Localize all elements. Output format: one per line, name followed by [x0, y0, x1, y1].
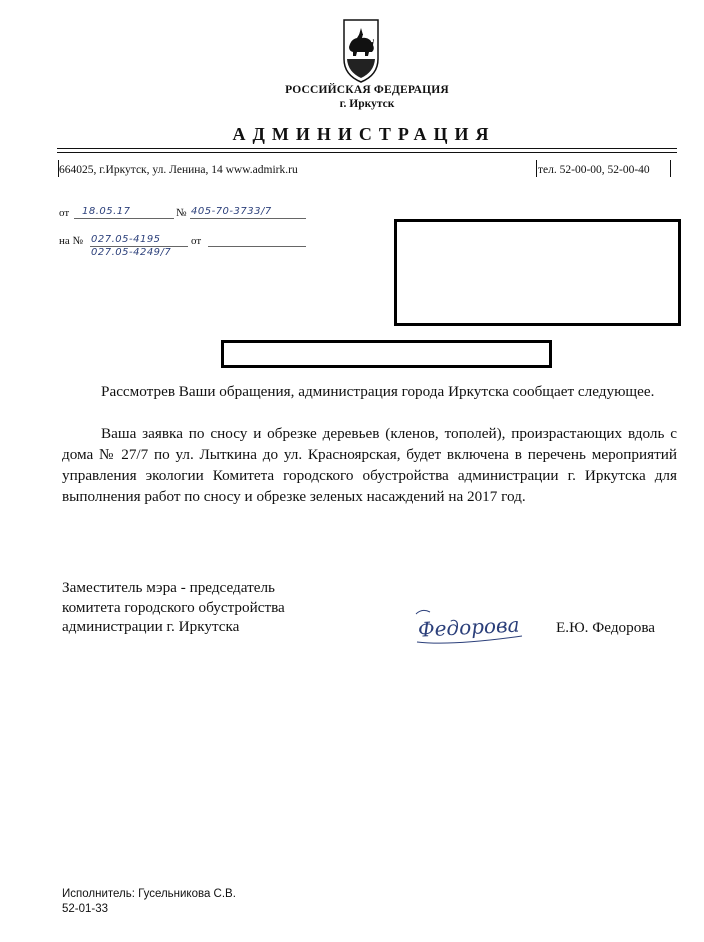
- signature-text: Федорова: [417, 612, 521, 642]
- reply-number-value-1: 027.05-4195: [91, 234, 161, 245]
- signer-title-line-2: комитета городского обустройства: [62, 598, 285, 616]
- handwritten-signature: [412, 606, 530, 650]
- signer-title-line-1: Заместитель мэра - председатель: [62, 579, 275, 596]
- address-line: 664025, г.Иркутск, ул. Ленина, 14 www.admirk.ru: [59, 164, 298, 176]
- phone-line: тел. 52-00-00, 52-00-40: [538, 164, 650, 176]
- executor-phone: 52-01-33: [62, 903, 109, 915]
- body-paragraph-1: Рассмотрев Ваши обращения, администрация города Иркутска сообщает следующее.: [101, 383, 655, 400]
- redacted-addressee-box: [394, 219, 681, 326]
- executor-info: [62, 887, 236, 917]
- city-name: г. Иркутск: [339, 98, 395, 110]
- phone-right-bar: [670, 160, 671, 177]
- executor-name: Исполнитель: Гусельникова С.В.: [62, 888, 236, 900]
- body-paragraph-2: Ваша заявка по сносу и обрезке деревьев (кленов, тополей), произрастающих вдоль с дома № 27/7 по ул. Лыткина до ул. Красноярская, будет включена в перечень мероприятий управления экологии Комитета городского обустройства администрации г. Иркутска для выполнения работ по сносу и обрезке зеленых насаждений на 2017 год.: [62, 425, 677, 505]
- phone-left-bar: [536, 160, 537, 177]
- number-value: 405-70-3733/7: [191, 206, 272, 217]
- reply-date-label: от: [191, 235, 202, 247]
- date-value: 18.05.17: [82, 206, 131, 217]
- redacted-salutation-box: [221, 340, 552, 368]
- signer-name: Е.Ю. Федорова: [556, 619, 656, 636]
- organization-title: АДМИНИСТРАЦИЯ: [232, 124, 496, 144]
- irkutsk-coat-of-arms-icon: [343, 19, 379, 83]
- signer-title: [62, 578, 362, 637]
- header-divider: [57, 148, 677, 153]
- number-label: №: [176, 207, 187, 219]
- reply-date-underline: [208, 234, 306, 247]
- reply-number-value-2: 027.05-4249/7: [91, 247, 172, 258]
- signer-title-line-3: администрации г. Иркутска: [62, 618, 240, 635]
- date-label: от: [59, 207, 70, 219]
- country-name: РОССИЙСКАЯ ФЕДЕРАЦИЯ: [285, 84, 449, 96]
- reply-number-label: на №: [59, 235, 84, 247]
